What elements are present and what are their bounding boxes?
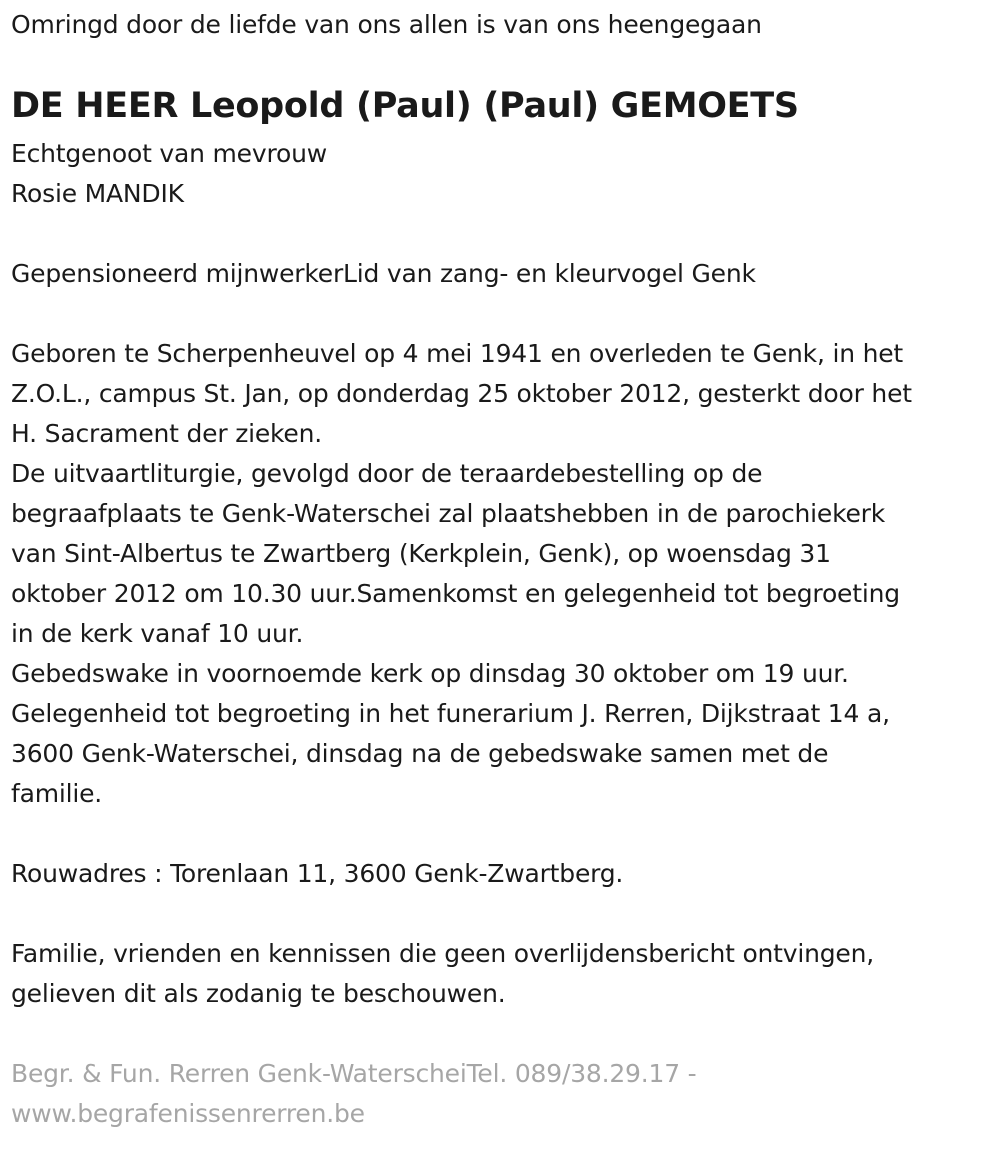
funeral-home-website: www.begrafenissenrerren.be	[11, 1099, 365, 1128]
details-line: H. Sacrament der zieken.	[11, 419, 322, 448]
profession-block	[11, 254, 756, 294]
funeral-home-footer	[11, 1054, 697, 1134]
spouse-relation: Echtgenoot van mevrouw	[11, 139, 327, 168]
spouse-name: Rosie MANDIK	[11, 179, 184, 208]
spouse-block	[11, 134, 327, 214]
details-line: oktober 2012 om 10.30 uur.Samenkomst en gelegenheid tot begroeting	[11, 579, 900, 608]
details-line: familie.	[11, 779, 103, 808]
notice-note-line: gelieven dit als zodanig te beschouwen.	[11, 979, 506, 1008]
deceased-name: DE HEER Leopold (Paul) (Paul) GEMOETS	[11, 86, 799, 126]
funeral-home-contact: Begr. & Fun. Rerren Genk-WaterscheiTel. 089/38.29.17 -	[11, 1059, 697, 1088]
details-line: 3600 Genk-Waterschei, dinsdag na de gebedswake samen met de	[11, 739, 829, 768]
details-line: in de kerk vanaf 10 uur.	[11, 619, 304, 648]
details-line: De uitvaartliturgie, gevolgd door de teraardebestelling op de	[11, 459, 763, 488]
details-block	[11, 334, 912, 814]
details-line: begraafplaats te Genk-Waterschei zal plaatshebben in de parochiekerk	[11, 499, 886, 528]
intro-text: Omringd door de liefde van ons allen is van ons heengegaan	[11, 10, 762, 39]
details-line: Geboren te Scherpenheuvel op 4 mei 1941 en overleden te Genk, in het	[11, 339, 904, 368]
details-line: Gelegenheid tot begroeting in het funerarium J. Rerren, Dijkstraat 14 a,	[11, 699, 890, 728]
notice-note-line: Familie, vrienden en kennissen die geen overlijdensbericht ontvingen,	[11, 939, 875, 968]
details-line: van Sint-Albertus te Zwartberg (Kerkplein, Genk), op woensdag 31	[11, 539, 831, 568]
details-line: Gebedswake in voornoemde kerk op dinsdag 30 oktober om 19 uur.	[11, 659, 849, 688]
notice-note-block	[11, 934, 874, 1014]
mourning-address-block	[11, 854, 623, 894]
mourning-address: Rouwadres : Torenlaan 11, 3600 Genk-Zwartberg.	[11, 859, 624, 888]
details-line: Z.O.L., campus St. Jan, op donderdag 25 oktober 2012, gesterkt door het	[11, 379, 912, 408]
profession-text: Gepensioneerd mijnwerkerLid van zang- en kleurvogel Genk	[11, 259, 756, 288]
